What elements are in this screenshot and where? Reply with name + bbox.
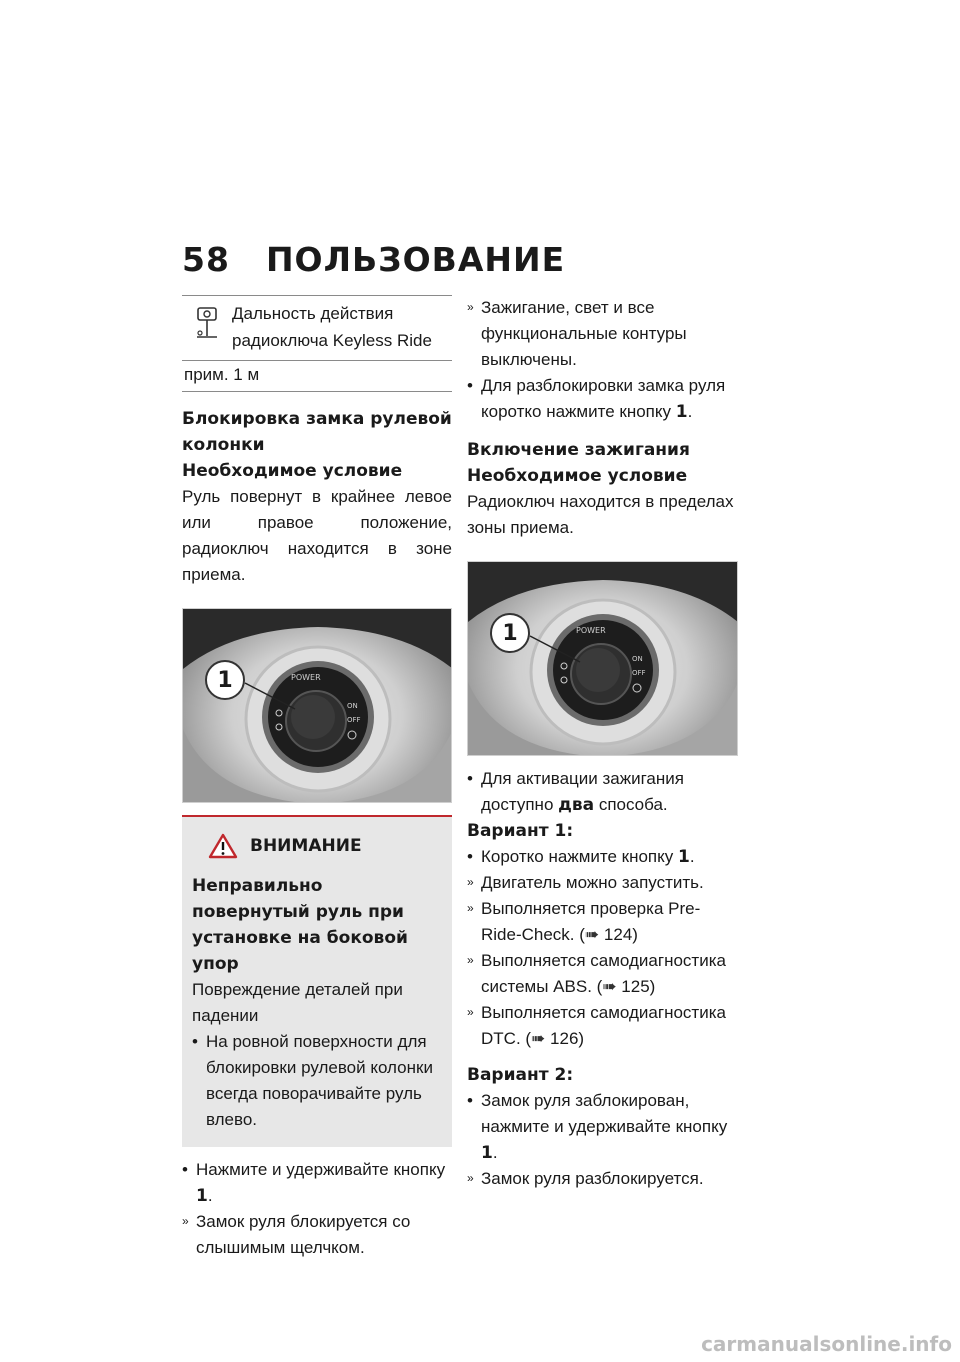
heading-condition-2: Необходимое условие — [467, 466, 688, 486]
off-label: OFF — [632, 669, 646, 677]
warning-box — [182, 815, 452, 1147]
section-title: ПОЛЬЗОВАНИЕ — [265, 240, 566, 279]
condition-text: Руль повернут в крайнее левое или правое положение, радиоключ находится в зоне приема. — [182, 487, 452, 584]
list-item: » Замок руля блокируется со слышимым щелчком. — [182, 1209, 452, 1261]
variant2-list — [467, 1088, 737, 1192]
variant1-title: Вариант 1: — [467, 821, 574, 841]
list-item: » Двигатель можно запустить. — [467, 870, 737, 896]
off-label: OFF — [347, 716, 361, 724]
key-range-icon — [182, 300, 232, 354]
warning-item: • На ровной поверхности для блокировки рулевой колонки всегда поворачивайте руль влево. — [192, 1029, 442, 1133]
lock-steps — [182, 1157, 452, 1261]
heading-ignition-on: Включение зажигания — [467, 440, 690, 460]
heading-condition: Необходимое условие — [182, 461, 403, 481]
on-label: ON — [347, 702, 358, 710]
on-label: ON — [632, 655, 643, 663]
callout-1: 1 — [490, 613, 530, 653]
page-title — [182, 240, 565, 279]
callout-1: 1 — [205, 660, 245, 700]
list-item: » Зажигание, свет и все функциональные контуры выключены. — [467, 295, 737, 373]
list-item: • Коротко нажмите кнопку 1. — [467, 844, 737, 870]
ignition-switch-photo — [182, 608, 452, 803]
variant1-list — [467, 844, 737, 1052]
list-item: » Выполняется самодиагностика системы ABS. (➠ 125) — [467, 948, 737, 1000]
warning-subtitle: Повреждение деталей при падении — [192, 980, 403, 1025]
spec-label: Дальность действия радиоключа Keyless Ride — [232, 304, 432, 350]
list-item: • Для разблокировки замка руля коротко нажмите кнопку 1. — [467, 373, 737, 425]
condition-text-2: Радиоключ находится в пределах зоны приема. — [467, 492, 734, 537]
warning-triangle-icon — [208, 833, 238, 859]
page-ref-arrow-icon: ➠ — [584, 925, 600, 944]
list-item: • Для активации зажигания доступно два способа. — [467, 766, 737, 818]
warning-title: ВНИМАНИЕ — [250, 836, 362, 856]
left-column — [182, 295, 452, 1261]
variant2-title: Вариант 2: — [467, 1065, 574, 1085]
ignition-switch-photo-2 — [467, 561, 738, 756]
list-item: • Нажмите и удерживайте кнопку 1. — [182, 1157, 452, 1209]
power-label: POWER — [576, 626, 606, 635]
warning-headline: Неправильно повернутый руль при установке на боковой упор — [192, 876, 408, 974]
list-item: » Выполняется проверка Pre-Ride-Check. (➠ 124) — [467, 896, 737, 948]
right-column — [467, 295, 737, 1192]
list-item: » Замок руля разблокируется. — [467, 1166, 737, 1192]
power-label: POWER — [291, 673, 321, 682]
list-item: » Выполняется самодиагностика DTC. (➠ 126) — [467, 1000, 737, 1052]
watermark: carmanualsonline.info — [701, 1332, 952, 1356]
page-number: 58 — [182, 240, 230, 279]
spec-table — [182, 295, 452, 392]
page-ref-arrow-icon: ➠ — [602, 977, 617, 996]
spec-value: прим. 1 м — [182, 361, 452, 392]
list-item: • Замок руля заблокирован, нажмите и удерживайте кнопку 1. — [467, 1088, 737, 1166]
spec-row-label — [182, 296, 452, 361]
heading-steering-lock: Блокировка замка рулевой колонки — [182, 409, 452, 455]
page-ref-arrow-icon: ➠ — [531, 1029, 546, 1048]
